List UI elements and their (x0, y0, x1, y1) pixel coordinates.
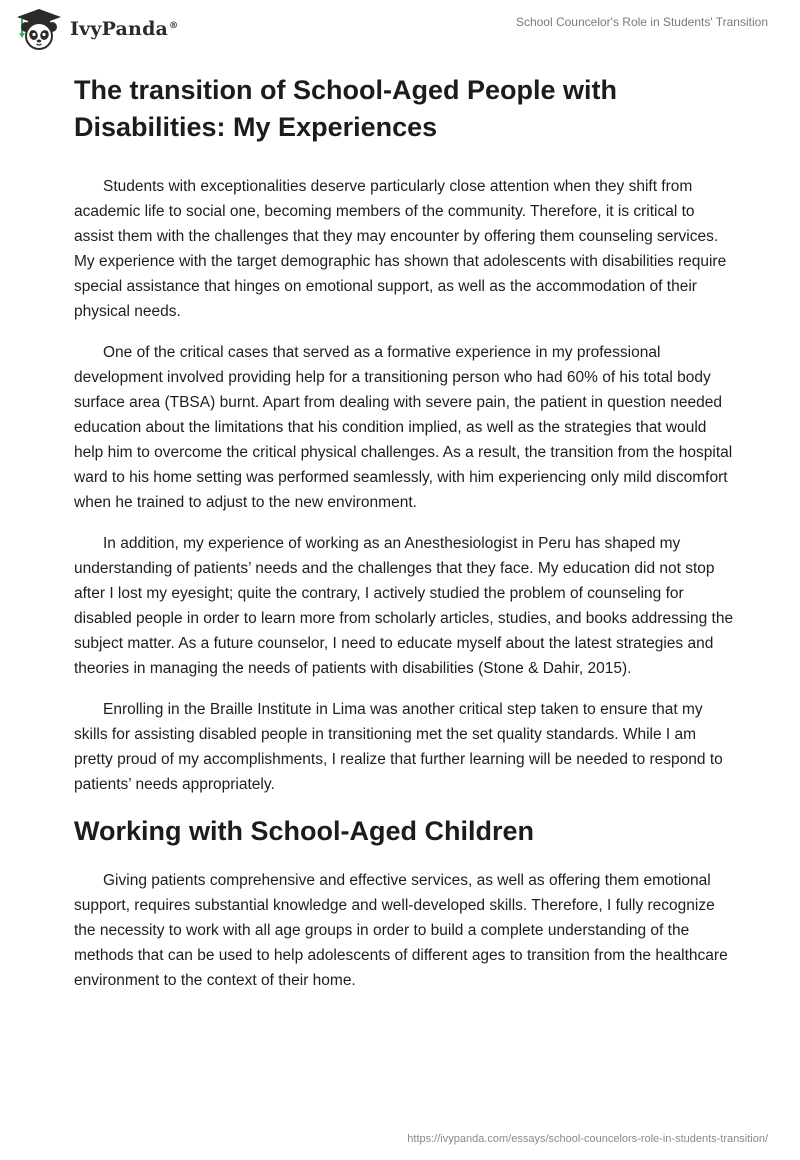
paragraph: In addition, my experience of working as an Anesthesiologist in Peru has shaped my understanding of patients’ needs and the challenges that they face. My education did not stop after I lost my eyesight; quite the contrary, I actively studied the problem of counseling for disabled people in order to learn more from scholarly articles, studies, and books addressing the subject matter. As a future counselor, I need to educate myself about the latest strategies and theories in managing the needs of patients with disabilities (Stone & Dahir, 2015). (74, 535, 734, 677)
article-body (74, 72, 734, 1009)
page-header (0, 0, 800, 60)
document-title: School Councelor's Role in Students' Transition (515, 15, 768, 29)
section-heading: Working with School-Aged Children (74, 816, 534, 846)
article-title: The transition of School-Aged People with Disabilities: My Experiences (74, 75, 618, 142)
ivypanda-logo[interactable] (14, 7, 178, 51)
paragraph: Students with exceptionalities deserve particularly close attention when they shift from academic life to social one, becoming members of the community. Therefore, it is critical to assist them with the challenges that they may encounter by offering them counseling services. My experience with the target demographic has shown that adolescents with disabilities require special assistance that hinges on emotional support, as well as the accommodation of their physical needs. (74, 178, 727, 320)
logo-text: IvyPanda® (70, 18, 179, 40)
paragraph: Enrolling in the Braille Institute in Lima was another critical step taken to ensure that my skills for assisting disabled people in transitioning met the set quality standards. While I am pretty proud of my accomplishments, I realize that further learning will be needed to respond to patients’ needs appropriately. (74, 701, 723, 793)
paragraph: Giving patients comprehensive and effective services, as well as offering them emotional support, requires substantial knowledge and well-developed skills. Therefore, I fully recognize the necessity to work with all age groups in order to build a complete understanding of the methods that can be used to help adolescents of different ages to transition from the healthcare environment to the context of their home. (74, 872, 728, 989)
registered-mark: ® (169, 20, 179, 31)
source-url[interactable]: https://ivypanda.com/essays/school-councelors-role-in-students-transition/ (407, 1133, 768, 1145)
panda-graduate-icon (14, 7, 64, 51)
paragraph: One of the critical cases that served as a formative experience in my professional development involved providing help for a transitioning person who had 60% of his total body surface area (TBSA) burnt. Apart from dealing with severe pain, the patient in question needed education about the limitations that his condition implied, as well as the strategies that would help him to overcome the critical physical challenges. As a result, the transition from the hospital ward to his home setting was performed seamlessly, with him experiencing only mild discomfort when he trained to adjust to the new environment. (74, 344, 733, 511)
